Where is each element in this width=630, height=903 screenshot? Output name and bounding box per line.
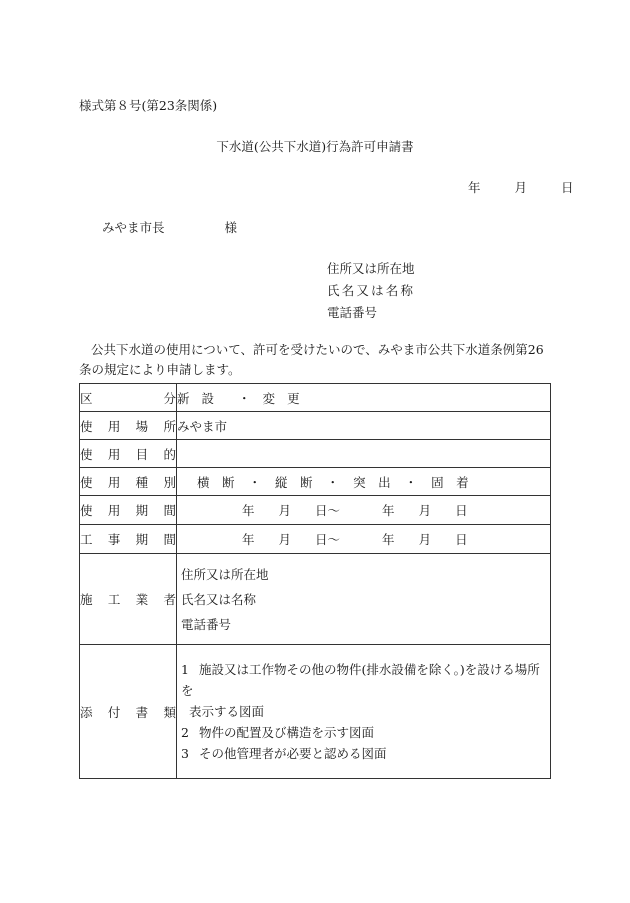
date-month: 月	[514, 180, 528, 195]
label-char: 用	[107, 418, 121, 434]
label-char: 間	[163, 503, 176, 518]
attachment-item	[181, 659, 550, 701]
label-char: 使	[80, 418, 93, 434]
label-char: 者	[163, 592, 176, 607]
date-line	[468, 178, 574, 196]
label-char: 付	[107, 704, 121, 720]
attachment-num: 2	[181, 725, 189, 740]
option-char: 新	[177, 390, 190, 406]
option-char: 設	[201, 390, 215, 406]
label-char: 工	[80, 532, 93, 547]
row-contractor	[80, 554, 551, 645]
label-char: 使	[80, 446, 93, 462]
contractor-name-label: 氏名又は名称	[181, 591, 257, 607]
application-table	[79, 383, 551, 779]
attachments-list	[177, 645, 551, 779]
document-title: 下水道(公共下水道)行為許可申請書	[216, 139, 414, 154]
applicant-name-label: 氏名又は名称	[327, 283, 416, 298]
addressee-suffix: 様	[224, 220, 238, 235]
label-char: 添	[80, 704, 93, 720]
type-options	[177, 468, 551, 496]
label-char: 書	[135, 704, 149, 720]
label-char: 場	[135, 418, 149, 434]
attachment-num: 1	[181, 662, 189, 677]
label-contractor	[80, 554, 177, 645]
attachment-text: 物件の配置及び構造を示す図面	[199, 725, 375, 740]
contractor-tel-label: 電話番号	[181, 616, 232, 632]
label-work-period	[80, 525, 177, 554]
label-char: 種	[135, 474, 149, 490]
type-option: 突 出	[353, 474, 391, 490]
work-period-value[interactable]	[177, 525, 551, 554]
applicant-tel-label: 電話番号	[327, 305, 378, 320]
attachment-text: 施設又は工作物その他の物件(排水設備を除く。)を設ける場所を	[181, 662, 540, 698]
intro-text: 公共下水道の使用について、許可を受けたいので、みやま市公共下水道条例第26条の規定により申請します。	[79, 342, 544, 377]
period-start-month: 月	[278, 532, 292, 547]
attachment-text: その他管理者が必要と認める図面	[199, 746, 387, 761]
row-attachments	[80, 645, 551, 779]
label-char: 類	[163, 704, 176, 720]
label-attachments	[80, 645, 177, 779]
purpose-value[interactable]	[177, 440, 551, 468]
applicant-address-label: 住所又は所在地	[327, 261, 415, 276]
type-option: 横 断	[197, 474, 235, 490]
label-char: 使	[80, 474, 93, 490]
label-char: 用	[107, 474, 121, 490]
addressee-name: みやま市長	[102, 220, 165, 235]
period-end-day: 日	[455, 532, 468, 547]
location-value[interactable]: みやま市	[177, 412, 551, 440]
form-number: 様式第８号(第23条関係)	[79, 98, 218, 113]
label-char: 用	[107, 503, 121, 518]
type-option: 縦 断	[275, 474, 313, 490]
row-work-period	[80, 525, 551, 554]
label-char: 工	[107, 592, 121, 607]
label-char: 事	[107, 532, 121, 547]
row-purpose	[80, 440, 551, 468]
row-type	[80, 468, 551, 496]
label-char: 区	[80, 390, 93, 406]
period-start-day: 日～	[315, 503, 341, 518]
date-day: 日	[561, 180, 574, 195]
period-end-month: 月	[418, 503, 432, 518]
period-start-month: 月	[278, 503, 292, 518]
use-period-value[interactable]	[177, 496, 551, 525]
period-end-day: 日	[455, 503, 468, 518]
row-use-period	[80, 496, 551, 525]
date-year: 年	[468, 180, 481, 195]
attachment-item	[181, 743, 550, 764]
label-char: 期	[135, 503, 149, 518]
label-use-period	[80, 496, 177, 525]
label-char: 期	[135, 532, 149, 547]
label-division	[80, 384, 177, 412]
option-separator: ・	[248, 474, 262, 490]
label-char: 使	[80, 503, 93, 518]
label-char: 施	[80, 592, 93, 607]
option-separator: ・	[326, 474, 340, 490]
label-char: 別	[163, 474, 176, 490]
label-char: 分	[163, 390, 176, 406]
label-type	[80, 468, 177, 496]
period-start-year: 年	[242, 503, 255, 518]
label-char: 用	[107, 446, 121, 462]
label-char: 間	[163, 532, 176, 547]
division-options	[177, 384, 551, 412]
contractor-value[interactable]	[177, 554, 551, 645]
period-start-day: 日～	[315, 532, 341, 547]
row-location	[80, 412, 551, 440]
label-purpose	[80, 440, 177, 468]
period-end-month: 月	[418, 532, 432, 547]
option-char: 更	[287, 390, 300, 406]
attachment-text-cont: 表示する図面	[189, 704, 265, 719]
label-char: 業	[135, 592, 149, 607]
row-division	[80, 384, 551, 412]
label-location	[80, 412, 177, 440]
label-char: 目	[135, 446, 149, 462]
option-separator: ・	[404, 474, 418, 490]
attachment-num: 3	[181, 746, 189, 761]
period-end-year: 年	[382, 503, 395, 518]
label-char: 所	[163, 418, 176, 434]
option-char: 変	[262, 390, 276, 406]
type-option: 固 着	[431, 474, 469, 490]
label-char: 的	[163, 446, 176, 462]
addressee	[102, 218, 237, 236]
period-start-year: 年	[242, 532, 255, 547]
contractor-address-label: 住所又は所在地	[181, 566, 269, 582]
period-end-year: 年	[382, 532, 395, 547]
option-separator: ・	[238, 390, 251, 406]
attachment-item	[181, 722, 550, 743]
